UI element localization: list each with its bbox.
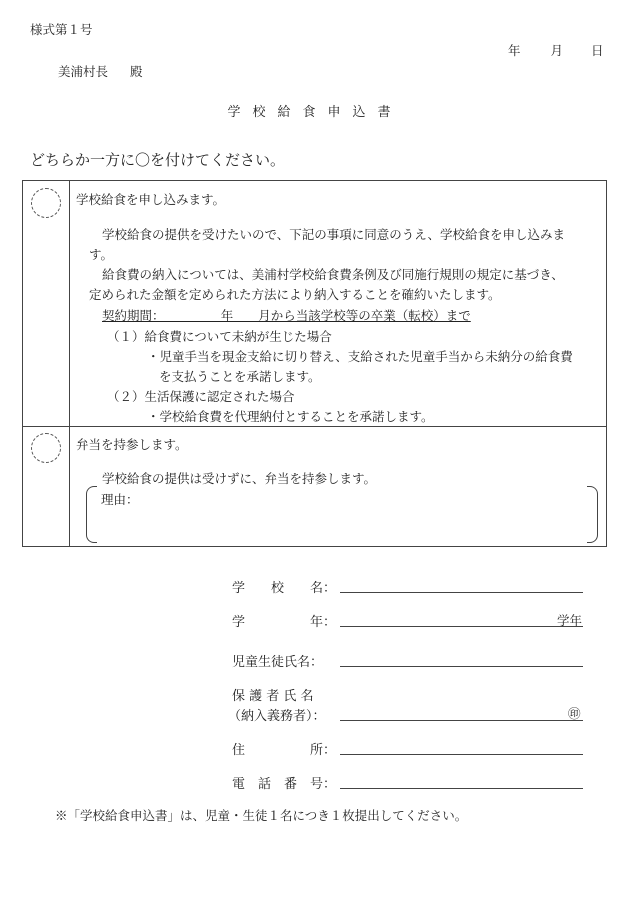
option2-heading: 弁当を持参します。 bbox=[76, 437, 188, 452]
address-field[interactable] bbox=[340, 754, 583, 755]
form-number: 様式第１号 bbox=[30, 22, 93, 37]
reason-bracket-left bbox=[86, 486, 97, 543]
date-year: 年 bbox=[508, 43, 521, 58]
guardian-name-label: 保 護 者 氏 名 bbox=[232, 689, 314, 704]
student-name-label: 児童生徒氏名： bbox=[232, 655, 324, 670]
address-label: 住 所： bbox=[232, 743, 337, 758]
row-divider bbox=[23, 426, 606, 427]
guardian-name-field[interactable] bbox=[340, 720, 583, 721]
grade-suffix: 学年 bbox=[557, 613, 583, 628]
column-divider bbox=[69, 181, 70, 546]
phone-label: 電 話 番 号： bbox=[232, 777, 337, 792]
date-line bbox=[508, 41, 604, 59]
addressee-name: 美浦村長 bbox=[58, 64, 109, 79]
seal-mark: ㊞ bbox=[568, 706, 581, 721]
instruction-text: どちらか一方に〇を付けてください。 bbox=[30, 151, 286, 169]
document-title: 学校給食申込書 bbox=[227, 105, 403, 120]
option1-heading: 学校給食を申し込みます。 bbox=[76, 192, 226, 207]
phone-field[interactable] bbox=[340, 788, 583, 789]
item2-title: （２）生活保護に認定された場合 bbox=[107, 389, 295, 404]
option1-line-2: す。 bbox=[89, 247, 114, 262]
option1-line-4: 定められた金額を定められた方法により納入することを確約いたします。 bbox=[89, 287, 501, 302]
guardian-role-label: （納入義務者）： bbox=[228, 709, 326, 724]
item2-text: ・学校給食費を代理納付とすることを承諾します。 bbox=[147, 409, 434, 424]
item1-text-2: を支払うことを承諾します。 bbox=[159, 369, 321, 384]
reason-bracket-right bbox=[587, 486, 598, 543]
student-name-field[interactable] bbox=[340, 666, 583, 667]
school-name-field[interactable] bbox=[340, 592, 583, 593]
option1-line-1: 学校給食の提供を受けたいので、下記の事項に同意のうえ、学校給食を申し込みま bbox=[102, 227, 566, 242]
date-day: 日 bbox=[591, 43, 604, 58]
item1-text-1: ・児童手当を現金支給に切り替え、支給された児童手当から未納分の給食費 bbox=[147, 349, 573, 364]
addressee-honorific: 殿 bbox=[130, 64, 143, 79]
option2-text: 学校給食の提供は受けずに、弁当を持参します。 bbox=[102, 471, 377, 486]
grade-label: 学 年： bbox=[232, 615, 337, 630]
footer-note: ※「学校給食申込書」は、児童・生徒１名につき１枚提出してください。 bbox=[55, 808, 468, 823]
option1-line-3: 給食費の納入については、美浦村学校給食費条例及び同施行規則の規定に基づき、 bbox=[102, 267, 564, 282]
option2-circle-marker[interactable] bbox=[31, 433, 61, 463]
options-box bbox=[22, 180, 607, 547]
contract-period: 契約期間： 年 月から当該学校等の卒業（転校）まで bbox=[102, 308, 471, 323]
reason-label: 理由： bbox=[101, 492, 139, 507]
date-month: 月 bbox=[550, 43, 564, 58]
school-name-label: 学 校 名： bbox=[232, 581, 337, 596]
addressee bbox=[58, 62, 143, 80]
option1-circle-marker[interactable] bbox=[31, 188, 61, 218]
item1-title: （１）給食費について未納が生じた場合 bbox=[107, 329, 332, 344]
grade-field[interactable] bbox=[340, 626, 583, 627]
